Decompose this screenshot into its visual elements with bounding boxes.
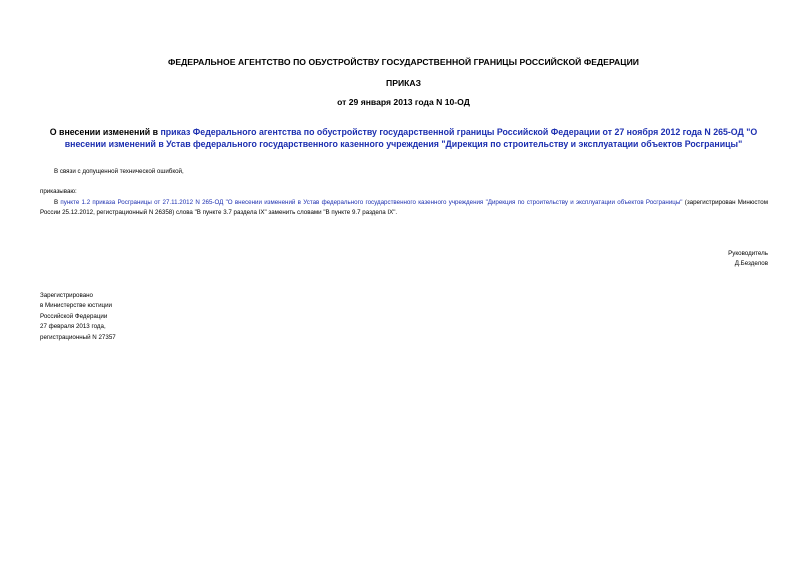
- order-word: приказываю:: [40, 188, 77, 195]
- signature-block: [728, 249, 768, 269]
- registration-line: в Министерстве юстиции: [40, 302, 113, 310]
- registration-line: Зарегистрировано: [40, 292, 93, 299]
- document-subject: [40, 126, 767, 150]
- agency-name: ФЕДЕРАЛЬНОЕ АГЕНТСТВО ПО ОБУСТРОЙСТВУ ГОСУДАРСТВЕННОЙ ГРАНИЦЫ РОССИЙСКОЙ ФЕДЕРАЦИИ: [167, 57, 640, 67]
- signature-name: Д.Безделов: [734, 260, 768, 267]
- registration-line: Российской Федерации: [40, 312, 108, 320]
- registration-line: регистрационный N 27357: [40, 333, 116, 341]
- document-type: ПРИКАЗ: [386, 78, 421, 88]
- registration-block: [40, 291, 116, 343]
- body-link[interactable]: пункте 1.2 приказа Росграницы от 27.11.2012 N 265-ОД "О внесении изменений в Устав федерального государственного казенного учреждения "Дирекция по строительству и эксплуатации объектов Росграницы": [60, 199, 683, 206]
- body-suffix: (зарегистрирован Минюстом России 25.12.2012, регистрационный N 26358) слова "В пункте 3.7 раздела IX" заменить словами "В пункте 9.7 раздела IX".: [40, 199, 768, 216]
- registration-line: 27 февраля 2013 года,: [40, 323, 106, 331]
- body-prefix: В: [54, 199, 61, 206]
- body-paragraph: [40, 198, 768, 218]
- signature-position: Руководитель: [728, 250, 768, 257]
- intro-paragraph: В связи с допущенной технической ошибкой,: [54, 168, 184, 175]
- document-date-number: от 29 января 2013 года N 10-ОД: [337, 97, 470, 107]
- subject-link[interactable]: приказ Федерального агентства по обустройству государственной границы Российской Федерации от 27 ноября 2012 года N 265-ОД "О внесении изменений в Устав федерального государственного казенного учреждения "Дирекция по строительству и эксплуатации объектов Росграницы": [64, 127, 758, 149]
- subject-prefix: О внесении изменений в: [49, 127, 161, 137]
